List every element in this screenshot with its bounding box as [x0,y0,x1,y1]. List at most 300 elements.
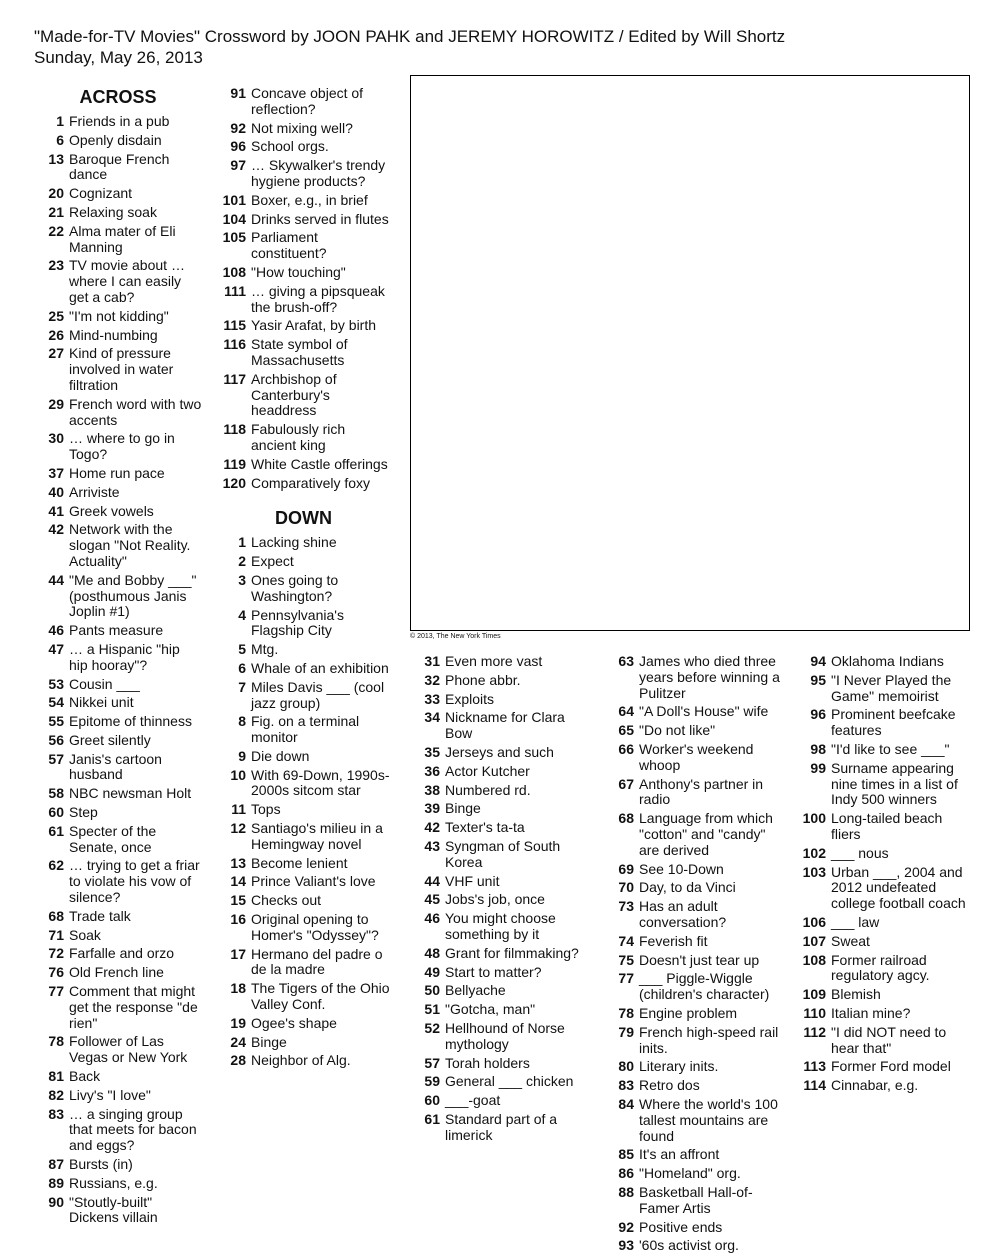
down-clue-109[interactable] [796,987,971,1003]
clue-number: 6 [56,131,64,148]
down-clue-11[interactable] [216,802,391,818]
across-clue-89[interactable] [34,1176,202,1192]
clue-number: 104 [222,210,246,227]
clue-number: 77 [618,970,634,987]
clue-number: 44 [48,571,64,588]
down-clue-5[interactable] [216,642,391,658]
clue-text: ___ nous [831,844,889,861]
down-clue-19[interactable] [216,1016,391,1032]
across-clue-1[interactable] [34,114,202,130]
clue-number: 66 [618,740,634,757]
down-clue-46[interactable] [410,911,580,943]
down-clue-84[interactable] [604,1097,782,1144]
across-clue-37[interactable] [34,466,202,482]
clue-number: 53 [48,675,64,692]
clue-text: "I did NOT need to hear that" [831,1023,947,1056]
clue-text: … Skywalker's trendy hygiene products? [251,157,386,189]
clue-number: 35 [424,743,440,760]
clue-text: "Homeland" org. [639,1165,741,1182]
clue-number: 36 [424,762,440,779]
clue-text: Where the world's 100 tallest mountains are found [639,1095,778,1144]
clue-text: Fig. on a terminal monitor [251,713,360,746]
clue-text: Openly disdain [69,131,162,148]
clue-text: Sweat [831,932,870,949]
clue-text: Standard part of a limerick [445,1110,558,1143]
clue-text: Oklahoma Indians [831,653,944,669]
down-clue-28[interactable] [216,1053,391,1069]
down-clue-108[interactable] [796,953,971,985]
clue-number: 10 [230,766,246,783]
down-clue-86[interactable] [604,1166,782,1182]
clue-number: 27 [48,345,64,362]
clue-number: 60 [424,1092,440,1109]
clue-text: Mind-numbing [69,326,158,343]
down-clue-43[interactable] [410,839,580,871]
clue-text: Trade talk [69,907,131,924]
down-clue-66[interactable] [604,742,782,774]
clue-number: 106 [802,913,826,930]
clue-number: 13 [48,150,64,167]
clue-text: Engine problem [639,1004,738,1021]
across-clue-96[interactable] [216,139,391,155]
clue-text: Network with the slogan "Not Reality. Actuality" [69,521,191,569]
across-clue-116[interactable] [216,337,391,369]
down-clue-113[interactable] [796,1059,971,1075]
clue-number: 105 [222,229,246,246]
clue-text: Farfalle and orzo [69,945,175,962]
down-clue-34[interactable] [410,710,580,742]
down-clue-31[interactable] [410,654,580,670]
clue-text: Pennsylvania's Flagship City [251,606,344,639]
clue-number: 96 [810,706,826,723]
across-column-2 [216,86,391,1072]
across-clue-71[interactable] [34,928,202,944]
clue-text: French high-speed rail inits. [639,1023,779,1056]
down-clue-2[interactable] [216,554,391,570]
down-clue-1[interactable] [216,535,391,551]
across-clue-13[interactable] [34,152,202,184]
clue-text: Binge [445,800,481,817]
across-clue-104[interactable] [216,212,391,228]
down-clue-73[interactable] [604,899,782,931]
clue-text: Cinnabar, e.g. [831,1077,919,1094]
across-clue-20[interactable] [34,186,202,202]
clue-text: Become lenient [251,854,348,871]
across-clue-6[interactable] [34,133,202,149]
clue-text: Follower of Las Vegas or New York [69,1033,188,1066]
down-clue-10[interactable] [216,768,391,800]
across-clue-44[interactable] [34,573,202,620]
clue-text: Actor Kutcher [445,762,530,779]
across-clue-82[interactable] [34,1088,202,1104]
clue-number: 102 [802,844,826,861]
down-clue-102[interactable] [796,846,971,862]
down-clue-95[interactable] [796,673,971,705]
clue-number: 78 [618,1004,634,1021]
across-clue-47[interactable] [34,642,202,674]
across-clue-29[interactable] [34,397,202,429]
across-clue-62[interactable] [34,858,202,905]
across-clue-92[interactable] [216,121,391,137]
clue-number: 38 [424,781,440,798]
clue-number: 107 [802,932,826,949]
down-clue-9[interactable] [216,749,391,765]
across-clue-23[interactable] [34,258,202,305]
down-clue-18[interactable] [216,981,391,1013]
across-clue-81[interactable] [34,1069,202,1085]
across-clue-78[interactable] [34,1034,202,1066]
down-clue-106[interactable] [796,915,971,931]
clue-text: Alma mater of Eli Manning [69,222,176,255]
clue-number: 22 [48,222,64,239]
clue-text: Retro dos [639,1077,700,1094]
clue-text: Kind of pressure involved in water filtration [69,345,174,393]
across-clue-42[interactable] [34,522,202,569]
across-clue-30[interactable] [34,431,202,463]
down-clue-3[interactable] [216,573,391,605]
clue-number: 50 [424,982,440,999]
clue-number: 31 [424,653,440,669]
across-clue-117[interactable] [216,372,391,419]
clue-number: 79 [618,1023,634,1040]
clue-text: Old French line [69,964,164,981]
clue-number: 100 [802,810,826,827]
clue-number: 61 [48,822,64,839]
clue-number: 46 [48,622,64,639]
clue-text: … a singing group that meets for bacon and eggs? [69,1105,197,1154]
clue-text: Cousin ___ [69,675,140,692]
across-clue-101[interactable] [216,193,391,209]
across-clue-57[interactable] [34,752,202,784]
clue-number: 112 [803,1023,826,1040]
down-clue-65[interactable] [604,723,782,739]
clue-number: 103 [802,863,826,880]
clue-text: You might choose something by it [445,910,556,942]
clue-text: James who died three years before winning a Pulitzer [639,653,780,701]
clue-number: 110 [803,1004,826,1021]
clue-number: 43 [424,837,440,854]
across-clue-118[interactable] [216,422,391,454]
clue-number: 23 [48,257,64,274]
down-clue-12[interactable] [216,821,391,853]
clue-number: 49 [424,963,440,980]
clue-number: 64 [618,703,634,720]
clue-text: "I'm not kidding" [69,307,169,324]
across-clue-68[interactable] [34,909,202,925]
across-clue-60[interactable] [34,805,202,821]
down-clue-77[interactable] [604,971,782,1003]
clue-text: Basketball Hall-of-Famer Artis [639,1183,753,1216]
clue-number: 75 [618,951,634,968]
down-clue-64[interactable] [604,704,782,720]
clue-text: Nickname for Clara Bow [445,709,565,742]
across-clue-119[interactable] [216,457,391,473]
across-clue-21[interactable] [34,205,202,221]
clue-text: Worker's weekend whoop [639,740,754,773]
clue-number: 63 [618,653,634,669]
down-clue-103[interactable] [796,865,971,912]
clue-text: ___ Piggle-Wiggle (children's character) [639,970,770,1003]
clue-number: 51 [424,1001,440,1018]
clue-number: 39 [424,800,440,817]
clue-text: Comment that might get the response "de rien" [69,983,198,1031]
down-clue-83[interactable] [604,1078,782,1094]
down-clue-35[interactable] [410,745,580,761]
clue-text: VHF unit [445,872,500,889]
clue-number: 84 [618,1095,634,1112]
clue-number: 98 [810,740,826,757]
across-clue-26[interactable] [34,328,202,344]
down-clue-14[interactable] [216,874,391,890]
down-clue-74[interactable] [604,934,782,950]
across-clue-87[interactable] [34,1157,202,1173]
across-clue-91[interactable] [216,86,391,118]
clue-text: ___-goat [445,1092,501,1109]
clue-number: 94 [810,653,826,669]
across-clue-90[interactable] [34,1195,202,1227]
clue-number: 68 [618,810,634,827]
clue-number: 30 [48,430,64,447]
down-clue-114[interactable] [796,1078,971,1094]
clue-text: Ogee's shape [251,1014,337,1031]
clue-text: State symbol of Massachusetts [251,336,348,368]
across-clue-111[interactable] [216,284,391,316]
across-clue-46[interactable] [34,623,202,639]
down-clue-49[interactable] [410,965,580,981]
down-clue-99[interactable] [796,761,971,808]
down-clue-36[interactable] [410,764,580,780]
down-clue-80[interactable] [604,1059,782,1075]
down-clue-96[interactable] [796,707,971,739]
clue-text: Not mixing well? [251,119,353,136]
down-clue-63[interactable] [604,654,782,701]
clue-text: Blemish [831,986,881,1003]
down-clue-7[interactable] [216,680,391,712]
clue-number: 70 [618,879,634,896]
down-clue-75[interactable] [604,953,782,969]
down-clue-100[interactable] [796,811,971,843]
down-clue-8[interactable] [216,714,391,746]
down-clue-61[interactable] [410,1112,580,1144]
clue-text: Exploits [445,690,495,707]
clue-number: 88 [618,1183,634,1200]
clue-text: Step [69,804,98,821]
across-clue-108[interactable] [216,265,391,281]
clue-text: Prominent beefcake features [831,706,956,739]
down-clue-44[interactable] [410,874,580,890]
across-clue-53[interactable] [34,677,202,693]
clue-number: 59 [424,1073,440,1090]
clue-number: 83 [618,1077,634,1094]
across-clue-72[interactable] [34,946,202,962]
clue-number: 80 [618,1058,634,1075]
clue-number: 97 [230,157,246,174]
across-clue-40[interactable] [34,485,202,501]
clue-text: Miles Davis ___ (cool jazz group) [251,678,385,711]
down-clue-42[interactable] [410,820,580,836]
down-clue-50[interactable] [410,983,580,999]
down-clue-85[interactable] [604,1147,782,1163]
clue-text: Die down [251,747,310,764]
across-clue-41[interactable] [34,504,202,520]
across-clue-22[interactable] [34,224,202,256]
clue-text: Specter of the Senate, once [69,822,157,855]
across-clue-54[interactable] [34,695,202,711]
clue-text: Lacking shine [251,534,337,551]
clue-text: Anthony's partner in radio [639,775,764,808]
clue-number: 54 [48,694,64,711]
clue-number: 55 [48,713,64,730]
clue-number: 89 [48,1174,64,1191]
clue-number: 42 [48,521,64,538]
down-clue-16[interactable] [216,912,391,944]
down-clue-39[interactable] [410,801,580,817]
down-clue-24[interactable] [216,1035,391,1051]
clue-number: 76 [48,964,64,981]
across-heading: ACROSS [79,87,157,107]
clue-number: 26 [48,326,64,343]
clue-text: Expect [251,553,294,570]
across-clue-105[interactable] [216,230,391,262]
clue-number: 11 [231,801,246,818]
down-clue-98[interactable] [796,742,971,758]
down-clue-110[interactable] [796,1006,971,1022]
down-clue-17[interactable] [216,947,391,979]
clue-text: Soak [69,926,101,943]
down-clue-112[interactable] [796,1025,971,1057]
down-clue-4[interactable] [216,608,391,640]
clue-number: 33 [424,690,440,707]
clue-text: Torah holders [445,1054,530,1071]
crossword-grid[interactable] [410,75,970,631]
clue-number: 101 [222,191,246,208]
clue-text: Russians, e.g. [69,1174,158,1191]
clue-number: 83 [48,1105,64,1122]
down-clue-94[interactable] [796,654,971,670]
down-clue-93[interactable] [604,1238,782,1254]
down-clue-57[interactable] [410,1056,580,1072]
clue-number: 91 [230,85,246,101]
across-clue-55[interactable] [34,714,202,730]
down-clue-88[interactable] [604,1185,782,1217]
clue-text: Literary inits. [639,1058,719,1075]
down-clue-13[interactable] [216,856,391,872]
clue-text: Original opening to Homer's "Odyssey"? [251,911,379,943]
clue-number: 15 [230,892,246,909]
clue-number: 61 [424,1110,440,1127]
clue-number: 116 [223,336,246,353]
clue-number: 108 [802,951,826,968]
down-clue-6[interactable] [216,661,391,677]
across-clue-76[interactable] [34,965,202,981]
down-clue-52[interactable] [410,1021,580,1053]
clue-text: See 10-Down [639,860,724,877]
down-clue-51[interactable] [410,1002,580,1018]
down-clue-33[interactable] [410,692,580,708]
down-clue-70[interactable] [604,880,782,896]
clue-text: "How touching" [251,263,346,280]
clue-number: 74 [618,932,634,949]
puzzle-header [34,26,785,68]
down-clue-78[interactable] [604,1006,782,1022]
clue-text: Friends in a pub [69,113,170,129]
down-clue-48[interactable] [410,946,580,962]
down-clue-45[interactable] [410,892,580,908]
clue-number: 117 [223,370,246,387]
clue-number: 21 [48,203,64,220]
clue-text: … where to go in Togo? [69,430,175,463]
across-clue-115[interactable] [216,318,391,334]
down-clue-107[interactable] [796,934,971,950]
clue-text: Comparatively foxy [251,474,371,491]
clue-text: Relaxing soak [69,203,157,220]
clue-text: ___ law [831,913,880,930]
down-heading: DOWN [275,508,332,529]
down-clue-68[interactable] [604,811,782,858]
clue-number: 37 [48,464,64,481]
clue-text: "I Never Played the Game" memoirist [831,671,952,704]
down-clue-60[interactable] [410,1093,580,1109]
clue-text: … a Hispanic "hip hip hooray"? [69,640,180,673]
across-clue-58[interactable] [34,786,202,802]
clue-text: Start to matter? [445,963,542,980]
clue-number: 93 [618,1237,634,1254]
clue-number: 114 [803,1077,826,1094]
down-clue-59[interactable] [410,1074,580,1090]
clue-number: 16 [230,911,246,928]
clue-text: Surname appearing nine times in a list of Indy 500 winners [831,759,958,808]
clue-number: 1 [238,534,246,551]
clue-number: 20 [48,185,64,202]
clue-text: Doesn't just tear up [639,951,760,968]
across-clue-61[interactable] [34,824,202,856]
across-clue-83[interactable] [34,1107,202,1154]
clue-number: 24 [230,1033,246,1050]
across-clue-120[interactable] [216,476,391,492]
down-clue-15[interactable] [216,893,391,909]
across-clue-56[interactable] [34,733,202,749]
clue-text: Prince Valiant's love [251,873,376,890]
clue-number: 7 [238,678,246,695]
clue-text: Mtg. [251,641,279,658]
clue-number: 12 [230,820,246,837]
down-clue-79[interactable] [604,1025,782,1057]
clue-text: Phone abbr. [445,671,521,688]
clue-text: Concave object of reflection? [251,85,364,117]
clue-text: Neighbor of Alg. [251,1052,351,1069]
clue-number: 47 [48,640,64,657]
clue-number: 73 [618,898,634,915]
clue-text: … giving a pipsqueak the brush-off? [251,282,385,315]
puzzle-title: "Made-for-TV Movies" Crossword by JOON PAHK and JEREMY HOROWITZ / Edited by Will Shortz [34,27,786,46]
across-clue-77[interactable] [34,984,202,1031]
clue-text: Drinks served in flutes [251,210,389,227]
clue-text: Positive ends [639,1218,723,1235]
clue-text: Former railroad regulatory agcy. [831,951,930,984]
down-clue-32[interactable] [410,673,580,689]
down-clue-69[interactable] [604,862,782,878]
across-clue-97[interactable] [216,158,391,190]
clue-text: Texter's ta-ta [445,819,525,836]
clue-text: Jerseys and such [445,743,554,760]
across-clue-27[interactable] [34,346,202,393]
down-column-3 [796,654,971,1097]
down-clue-67[interactable] [604,777,782,809]
clue-number: 56 [48,731,64,748]
down-clue-38[interactable] [410,783,580,799]
clue-text: With 69-Down, 1990s-2000s sitcom star [251,766,390,799]
across-clue-25[interactable] [34,309,202,325]
